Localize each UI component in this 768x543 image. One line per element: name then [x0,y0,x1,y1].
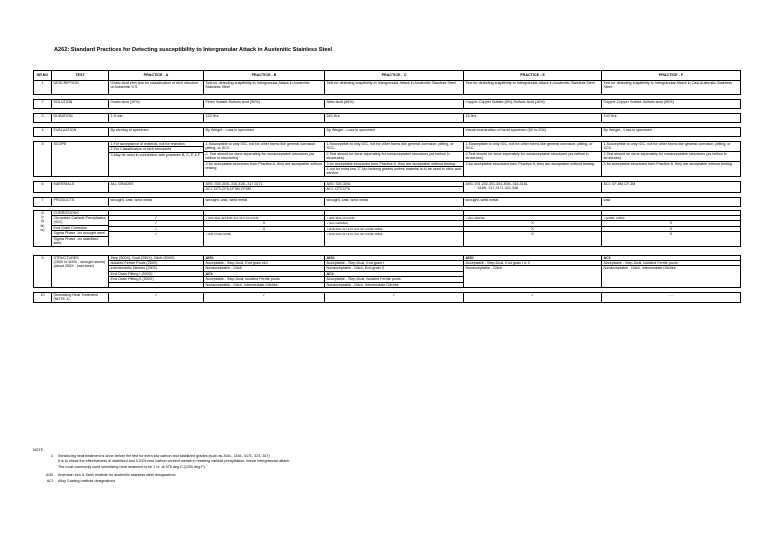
notes-label: NOTE : [33,448,46,452]
corrosion-type: Chromium Carbide Precipitation (IGC) [52,216,108,226]
corrosion-mark: ✓(316,316L,317,317L,321,347,CF3M,CF8M) [325,227,463,232]
structure-line: Nonacceptable - Ditch, End grain II [325,266,463,271]
cell-practice-a: wrought, cast, weld metal [109,197,204,206]
table-row [34,210,741,246]
corrosion-mark: ✓(CF8M, CF8M) [602,216,740,221]
scope-item: 1.Susceptible to only IGC, not for other forms like general corrosion, pitting, or SCC. [325,142,463,152]
test-name: DESCRIPTION [52,81,109,95]
cell-practice-f: 120 Hrs. [602,114,741,123]
cell-practice-a [109,255,204,287]
material-line: ACI: CF3,CF8 [326,187,350,192]
table-row [34,197,741,206]
scope-item: 2.Test should be done seperately for nonacceptable structures (as bellow in structures) [464,152,601,162]
table-row [34,181,741,192]
cell-practice-a: ALL GRADES [109,181,204,192]
note-text: It is to check the effectiveness of stabilized and 0.03% max carbon content metals in resisting carbide precipitation, hence intergranular attack. [58,459,290,464]
cell-practice-c: 240 Hrs. [325,114,464,123]
note-text: American Iron & Steel Institute for austenitic stainless steel designations [58,473,176,478]
cell-practice-b [204,181,325,192]
cell-practice-b: wrought, cast, weld metal [204,197,325,206]
cell-practice-f: By Weight - Loss in specimen [602,128,741,137]
row-number: 7 [34,197,52,206]
cell-practice-e: Visual examination of bend specimen (5X to 20X) [464,128,602,137]
row-number: 3 [34,114,52,123]
cell-practice-e: wrought, weld metal [464,197,602,206]
header-srno: SR.NO [34,71,52,81]
sub-number: i) [41,215,44,220]
scope-item: 1.For acceptance of material, not for rejection. [109,142,203,147]
cell-practice-a: Oxalic Acid etch test for classification of etch structure of Austenitic S.S. [109,81,204,95]
corrosion-mark: X [204,227,324,232]
test-name [52,255,109,287]
structures-note: (250X to 500X - wrought steels) [53,259,106,264]
cell-practice-a: 1.5 min. [109,114,204,123]
note-key: 1 [50,453,53,458]
cell-practice-f [602,210,741,246]
corrosion-mark: ✓(304,304L,316,316L,317,317L,CF3,CF8) [204,216,324,221]
scope-item: 2.Test should be done seperately for nonacceptable structures (as bellow in structures) [602,152,740,162]
corrosion-mark: ✓(ALL GRADES) [325,221,463,226]
structure-line: Step (500X), Dual (250X), Ditch (500X) [109,256,203,261]
row-number: 10 [34,292,52,302]
cell-practice-b [204,210,325,246]
header-test: TEST [52,71,109,81]
row-number: 5 [34,142,52,177]
test-name [52,210,109,246]
structure-line: ACI: [204,272,324,277]
cell-practice-e [464,142,602,177]
cell-practice-b: Test for detecting susptibility to Intergranular Attack in Austenitic Stainless Steel [204,81,325,95]
corrosion-type: Sigma Phase -for stabilized steel [53,236,99,246]
scope-item: 3.for acceptable structures form Practice A, they are acceptable without testing. [603,161,733,166]
cell-practice-f [602,255,741,287]
note-key: AISI [46,473,53,478]
cell-practice-b [204,142,325,177]
table-row [34,128,741,137]
table-row [34,292,741,302]
structures-heading: STRUCTURES [53,255,79,260]
structure-line: AISI: [464,256,601,261]
corrosion-type: Sigma Phase -for wrought steel [52,231,108,236]
structure-line: Nonacceptable - Ditch, Intermediate Ditches [603,266,676,271]
structure-line: End Grain Pitting II (500X) [109,277,203,282]
sub-number: iv) [40,228,45,233]
check-mark: ✓ [109,227,203,232]
cell-practice-b: Ferric Sulfate-Sulfuric Acid (50%) [204,100,325,109]
header-practice-a: PRACTICE - A [109,71,204,81]
row-number: 2 [34,100,52,109]
cell-practice-c: Test for detecting susptibility to Intergranular Attack in Austenitic Stainless Steel [325,81,464,95]
corrosion-mark: X [602,221,740,226]
material-line: AISI: 201,202,301,304,304L,316,316L [465,181,528,186]
cell-practice-b [204,255,325,287]
scope-item: 3.for acceptable structures form Practice A, they are acceptable without testing. [325,162,463,167]
scope-item: 1.Susceptible to only IGC, not for other forms like general corrosion, pitting, or SCC. [602,142,740,152]
cell-practice-f: ..... [602,292,741,302]
note-item [33,479,740,485]
note-text: Alloy Casting Institute designations [58,478,116,483]
check-mark: ✓ [109,216,203,221]
row-number [34,210,52,246]
cell-practice-b: By Weight - Loss in specimen [204,128,325,137]
structure-line: End Grain Pitting I (500X) [109,272,203,277]
document-title: A262: Standard Practices for Detecting susceptibility to Intergranular Attack in Austenitic Stainless Steel [54,47,333,53]
table-row [34,114,741,123]
header-practice-e: PRACTICE - E [464,71,602,81]
header-practice-f: PRACTICE - F [602,71,741,81]
cell-practice-a [109,210,204,246]
structure-line: ACI: [602,256,740,261]
structure-line: Acceptable - Step,Dual, Isolated Ferrite pools [602,261,740,266]
cell-practice-e: Copper-Copper Sulfate (6%)-Sulfuric Acid (16%) [464,100,602,109]
practices-table [33,70,741,303]
cell-practice-f: Test for detecting susptibility to Intergranular Attack in Cast Austenitic Stainless Steel [602,81,741,95]
scope-item: 2. Test should be done seperately for nonacceptable structures (as bellow in structures) [204,152,324,162]
header-practice-b: PRACTICE - B [204,71,325,81]
cell-practice-c: By Weight - Loss in specimen [325,128,464,137]
structure-line: Nonacceptable - Ditch, [465,266,503,271]
cell-practice-c: Nitric Acid (65%) [325,100,464,109]
test-name: EVALUATION [52,128,109,137]
cell-practice-f: cast [602,197,741,206]
material-line: AISI: 304,304L [325,182,463,187]
structure-line: AISI: [204,256,324,261]
sub-number: iii) [40,223,45,228]
cell-practice-f [602,142,741,177]
structure-line: Isolated Ferrite Pools (250X) [109,261,203,266]
corrosion-mark: ✓(316,316L,317,317L,321,347,CF3M,CF8M) [326,232,383,237]
table-row [34,81,741,95]
cell-practice-e [464,255,602,287]
test-name: MATERIALS [52,181,109,192]
cell-practice-a: By etching of specimen [109,128,204,137]
scope-item: 4.not for extra low-'C',Mo-bearing grades unless material is to be used in nitric acid service. [326,167,462,176]
test-name: PRODUCTS [52,197,109,206]
table-row [34,142,741,177]
cell-practice-a: ✓ [109,292,204,302]
cell-practice-c: ✓ [325,292,464,302]
corrosion-mark: X [464,227,601,232]
table-row [34,255,741,287]
corrosion-mark: X [531,232,534,237]
material-line: AISI: 304,304L,316,316L,317,317L [204,182,324,187]
test-name: DURATION [52,114,109,123]
note-text: Sensitizing heat treatment is done before the test for extra low carbon and stabilized grades (such as 304L, 316L, 317L, 321, 347) [58,453,270,458]
scope-item: 3.May be used in connection with practices B, C, E & F [110,152,201,157]
material-line: 316H, 317,317L,321,348 [477,186,519,191]
structure-line: Nonacceptable - Ditch, Intermediate Ditches [205,282,278,287]
corrosion-mark: ✓(304,304L,CF3,CF8) [325,216,463,221]
structure-line: Acceptable - Step,Dual, End grain I & II [464,261,601,266]
structure-line: Nonacceptable - Ditch, Intermediate Ditches [326,282,399,287]
sub-number: ii) [41,219,44,224]
cell-practice-c [325,181,464,192]
structure-line: ACI: [325,272,463,277]
scope-item: 3.for acceptable structures form Practice A, they are acceptable without testing. [465,161,595,166]
scope-item: 1.Susceptible to only IGC, not for other forms like general corrosion, pitting, or SCC. [464,142,601,152]
test-name: SCOPE [52,142,109,177]
corrosion-mark: X [602,227,740,232]
cell-practice-a: Oxalic Acid (10%) [109,100,204,109]
test-name: Sensitizing Heat Treatment (NOTE-1) [52,292,109,302]
structure-line: Interdendritic Ditches (250X) [109,266,203,271]
corrosion-type: End Grain Corrosion [52,226,108,231]
structure-line: AISI: [325,256,463,261]
scope-item: 2.Test should be done seperately for nonacceptable structures (as bellow in structures) [325,152,463,162]
cell-practice-f: Copper-Copper Sulfate-Sulfuric Acid (50%) [602,100,741,109]
row-number-value: 8 [41,210,44,215]
cell-practice-c [325,255,464,287]
cell-practice-f: ACI: CF-8M,CF-3M [602,181,741,192]
structure-line: Acceptable - Step,Dual, Isolated Ferrite pools [325,277,463,282]
row-number: 9 [34,255,52,287]
corrosions-heading: CORROSIONS [52,211,108,216]
note-key: ACI [46,478,53,483]
row-number: 1 [34,81,52,95]
cell-practice-e: 15 Hrs. [464,114,602,123]
scope-item: 1.Susceptible to only IGC, not for other forms like general corrosion, pitting, or SCC. [204,142,324,152]
table-header-row [34,71,741,81]
corrosion-mark: X [669,232,673,237]
scope-item: 3.for acceptable structures from Practice A, they are acceptable without testing [205,161,322,171]
table-row [34,100,741,109]
cell-practice-e: ✓ [464,292,602,302]
corrosion-mark: X [464,221,601,226]
cell-practice-c [325,142,464,177]
corrosion-mark: ✓(ALL ABOVE) [464,216,601,221]
cell-practice-b: 120 Hrs. [204,114,325,123]
scope-item: 2.For Classification of etch structures [109,147,203,152]
row-number: 6 [34,181,52,192]
note-text: The most commonly used sensitizing heat treatment is for 1 hr. at 675 deg.C (1250 deg.F) [58,464,205,469]
check-mark: ✓ [154,232,158,237]
structure-line: Nonacceptable - Ditch [204,266,324,271]
cell-practice-e [464,181,602,192]
structures-note: (about 250X - cast steel) [53,264,94,269]
cell-practice-c: wrought, cast, weld metal [325,197,464,206]
cell-practice-e: Test for detecting susptibility to Intergranular Attack in Austenitic Stainless Steel [464,81,602,95]
structure-line: Acceptable - Step,Dual, Isolated Ferrite pools [204,277,324,282]
cell-practice-b: ✓ [204,292,325,302]
cell-practice-c [325,210,464,246]
row-number: 4 [34,128,52,137]
corrosion-mark: ✓(321,CF3M,CF8M) [205,232,232,237]
note-item [33,454,740,471]
test-name: SOLUTION [52,100,109,109]
check-mark: ✓ [109,221,203,226]
structure-line: Acceptable - Step,Dual, End grain I&II [204,261,324,266]
cell-practice-a [109,142,204,177]
material-line: ACI: CF3,CF8,CF3M,CF8M [205,187,251,192]
notes-section [33,448,740,485]
cell-practice-e [464,210,602,246]
header-practice-c: PRACTICE - C [325,71,464,81]
structure-line: Acceptable - Step,Dual, End grain I [325,261,463,266]
corrosion-mark: X [204,221,324,226]
